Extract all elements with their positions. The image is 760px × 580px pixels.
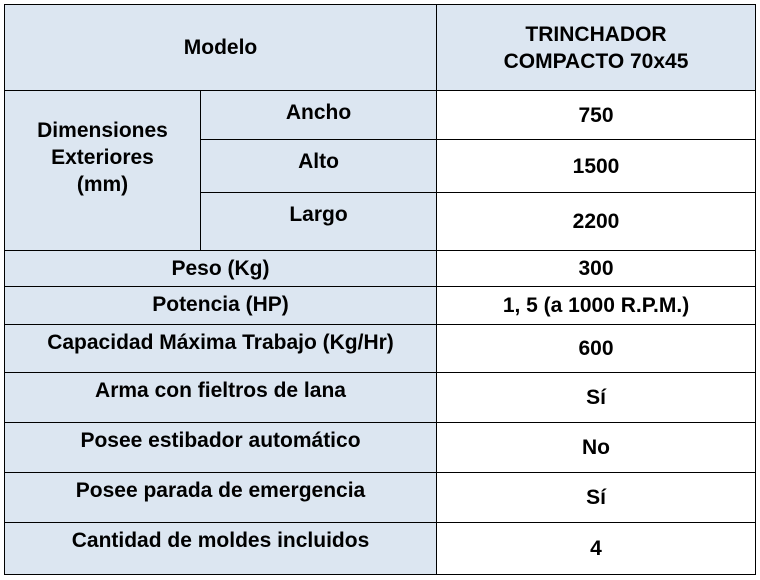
spec-label-potencia: Potencia (HP) bbox=[5, 287, 437, 325]
spec-label-capacidad: Capacidad Máxima Trabajo (Kg/Hr) bbox=[5, 325, 437, 373]
spec-value-parada: Sí bbox=[437, 473, 756, 523]
spec-value-peso: 300 bbox=[437, 251, 756, 287]
table-row bbox=[5, 373, 756, 423]
spec-table bbox=[4, 4, 756, 575]
table-row bbox=[5, 325, 756, 373]
dimension-value-alto: 1500 bbox=[437, 140, 756, 193]
spec-label-parada: Posee parada de emergencia bbox=[5, 473, 437, 523]
product-name-line-2: COMPACTO 70x45 bbox=[503, 49, 689, 73]
table-row bbox=[5, 251, 756, 287]
dimension-value-ancho: 750 bbox=[437, 91, 756, 140]
dimension-value-largo: 2200 bbox=[437, 193, 756, 251]
product-name-cell bbox=[437, 5, 756, 91]
spec-label-moldes: Cantidad de moldes incluidos bbox=[5, 523, 437, 575]
table-row bbox=[5, 287, 756, 325]
dimension-label-alto: Alto bbox=[201, 140, 437, 193]
model-label-cell bbox=[5, 5, 437, 91]
table-row bbox=[5, 473, 756, 523]
spec-value-capacidad: 600 bbox=[437, 325, 756, 373]
spec-value-potencia: 1, 5 (a 1000 R.P.M.) bbox=[437, 287, 756, 325]
spec-label-estibador: Posee estibador automático bbox=[5, 423, 437, 473]
table-row bbox=[5, 91, 756, 140]
spec-label-peso: Peso (Kg) bbox=[5, 251, 437, 287]
table-row bbox=[5, 523, 756, 575]
spec-value-fieltros: Sí bbox=[437, 373, 756, 423]
header-row bbox=[5, 5, 756, 91]
dimension-label-ancho: Ancho bbox=[201, 91, 437, 140]
spec-value-estibador: No bbox=[437, 423, 756, 473]
table-row bbox=[5, 423, 756, 473]
product-name-line-1: TRINCHADOR bbox=[525, 22, 667, 46]
dimensions-label-cell bbox=[5, 91, 201, 251]
dimensions-label-line-2: Exteriores bbox=[51, 146, 154, 169]
dimension-label-largo: Largo bbox=[201, 193, 437, 251]
spec-value-moldes: 4 bbox=[437, 523, 756, 575]
dimensions-label-line-3: (mm) bbox=[76, 173, 129, 196]
dimensions-label-line-1: Dimensiones bbox=[37, 119, 168, 142]
spec-label-fieltros: Arma con fieltros de lana bbox=[5, 373, 437, 423]
model-label: Modelo bbox=[183, 36, 258, 59]
